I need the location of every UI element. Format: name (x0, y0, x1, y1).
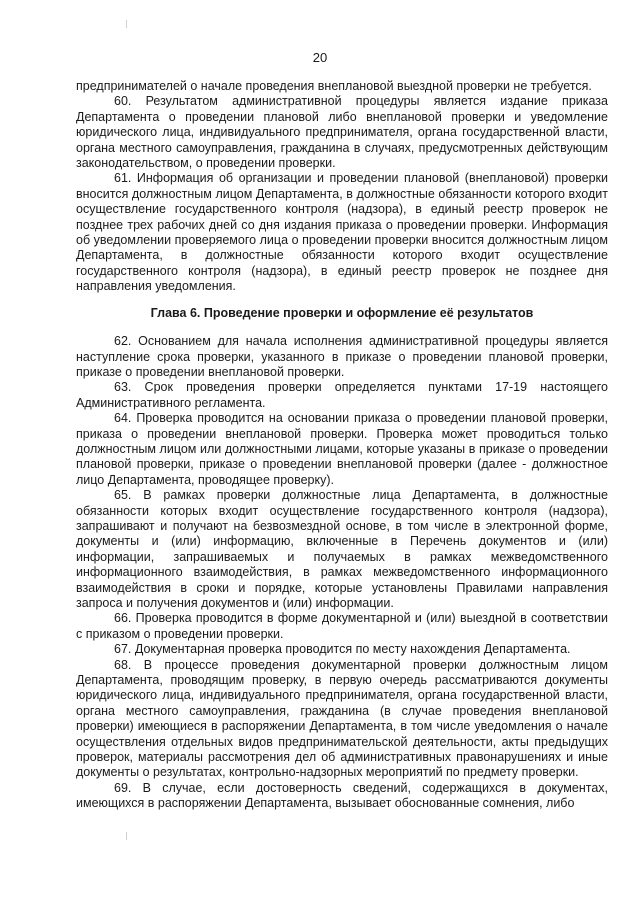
paragraph-69: 69. В случае, если достоверность сведений, содержащихся в документах, имеющихся в распоряжении Департамента, вызывает обоснованные сомнения, либо (76, 780, 608, 811)
chapter-heading: Глава 6. Проведение проверки и оформление её результатов (150, 305, 534, 320)
paragraph-63: 63. Срок проведения проверки определяется пунктами 17-19 настоящего Административного регламента. (76, 380, 608, 410)
paragraph-60: 60. Результатом административной процедуры является издание приказа Департамента о проведении плановой либо внеплановой проверки и уведомление юридического лица, индивидуального предпринимателя, органа государственной власти, органа местного самоуправления, гражданина в случаях, предусмотренных действующим законодательством, о проведении проверки. (76, 94, 608, 171)
page-number: 20 (312, 50, 328, 65)
paragraph-68: 68. В процессе проведения документарной проверки должностным лицом Департамента, проводящим проверку, в первую очередь рассматриваются документы юридического лица, индивидуального предпринимателя, органа государственной власти, органа местного самоуправления, гражданина (в случае проведения внеплановой проверки) имеющиеся в распоряжении Департамента, в том числе уведомления о начале осуществления отдельных видов предпринимательской деятельности, акты предыдущих проверок, материалы рассмотрения дел об административных правонарушениях и иные документы о результатах, контрольно-надзорных мероприятий по предмету проверки. (76, 657, 608, 780)
paragraph-61: 61. Информация об организации и проведении плановой (внеплановой) проверки вносится должностным лицом Департамента, в должностные обязанности которого входит осуществление государственного контроля (надзора), в единый реестр проверок не позднее трех рабочих дней со дня издания приказа о проведении проверки. Информация об уведомлении проверяемого лица о проведении проверки вносится должностным лицом Департамента, в должностные обязанности которого входит осуществление государственного контроля (надзора), в единый реестр проверок не позднее дня направления уведомления. (76, 171, 608, 294)
document-body (76, 79, 608, 812)
paragraph-64: 64. Проверка проводится на основании приказа о проведении плановой проверки, приказа о проведении внеплановой проверки. Проверка может проводиться только должностным лицом или должностными лицами, которые указаны в приказе о проведении плановой проверки, приказе о проведении внеплановой проверки (далее - должностное лицо Департамента, проводящее проверку). (76, 411, 608, 487)
paragraph-66: 66. Проверка проводится в форме документарной и (или) выездной в соответствии с приказом о проведении проверки. (76, 611, 608, 641)
paragraph-67: 67. Документарная проверка проводится по месту нахождения Департамента. (114, 642, 571, 657)
margin-mark (126, 20, 127, 28)
paragraph-62: 62. Основанием для начала исполнения административной процедуры является наступление срока проверки, указанного в приказе о проведении плановой проверки, приказе о проведении внеплановой проверки. (76, 334, 608, 379)
paragraph-continuation: предпринимателей о начале проведения внеплановой выездной проверки не требуется. (76, 79, 592, 93)
margin-mark (126, 832, 127, 840)
paragraph-65: 65. В рамках проверки должностные лица Департамента, в должностные обязанности которых входит осуществление государственного контроля (надзора), запрашивают и получают на безвозмездной основе, в том числе в электронной форме, документы и (или) информацию, включенные в Перечень документов и (или) информации, запрашиваемых и получаемых в рамках межведомственного информационного взаимодействия, в рамках межведомственного информационного взаимодействия в сроки и порядке, которые установлены Правилами направления запроса и получения документов и (или) информации. (76, 488, 608, 610)
